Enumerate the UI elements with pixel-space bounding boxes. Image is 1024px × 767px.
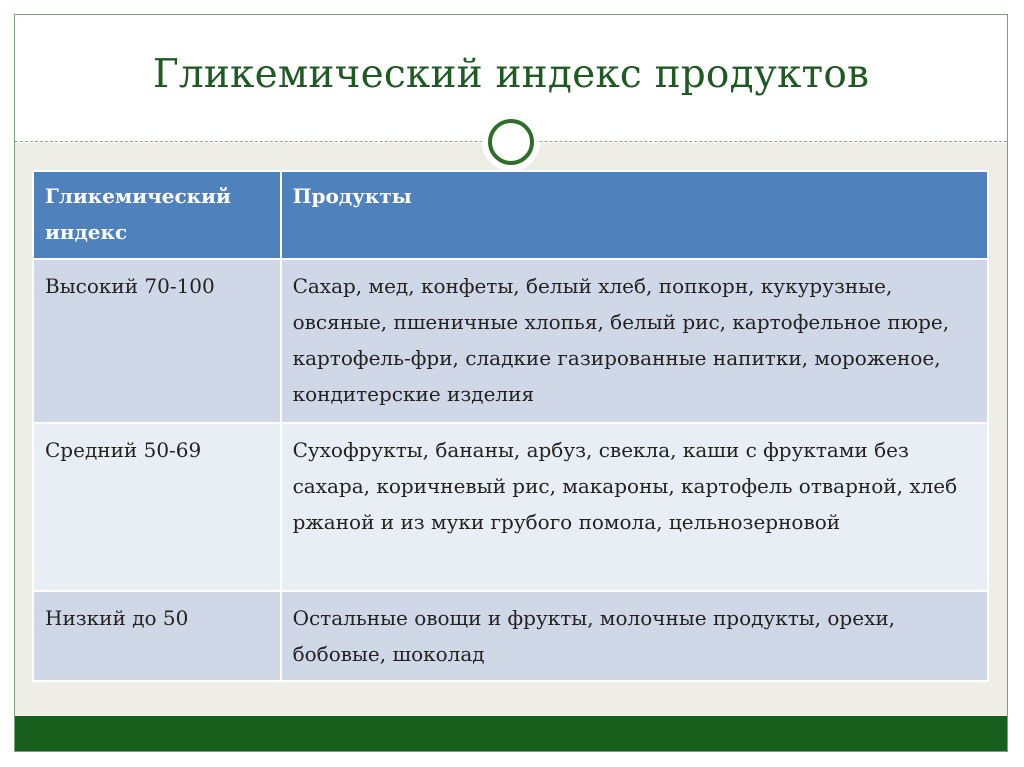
footer-bar xyxy=(15,716,1007,751)
products-cell xyxy=(281,591,988,681)
products-text: Остальные овощи и фрукты, молочные продукты, орехи, бобовые, шоколад xyxy=(292,606,896,666)
table-row xyxy=(33,423,988,591)
header-label-index: Гликемический индекс xyxy=(45,184,231,244)
index-text: Средний 50-69 xyxy=(45,438,202,462)
index-cell xyxy=(33,259,281,423)
table-row xyxy=(33,259,988,423)
products-text: Сахар, мед, конфеты, белый хлеб, попкорн, кукурузные, овсяные, пшеничные хлопья, белый рис, картофельное пюре, картофель-фри, сладкие газированные напитки, мороженое, кондитерские изделия xyxy=(292,274,950,406)
index-cell xyxy=(33,423,281,591)
index-text: Низкий до 50 xyxy=(45,606,189,630)
products-text: Сухофрукты, бананы, арбуз, свекла, каши с фруктами без сахара, коричневый рис, макароны, картофель отварной, хлеб ржаной и из муки грубого помола, цельнозерновой xyxy=(292,438,958,534)
table-row xyxy=(33,591,988,681)
header-cell-products xyxy=(281,171,988,259)
circle-ring-icon xyxy=(488,119,534,165)
slide-title: Гликемический индекс продуктов xyxy=(152,52,870,97)
table-header-row xyxy=(33,171,988,259)
index-text: Высокий 70-100 xyxy=(45,274,215,298)
glycemic-table xyxy=(32,170,989,682)
products-cell xyxy=(281,423,988,591)
header-label-products: Продукты xyxy=(292,184,412,208)
products-cell xyxy=(281,259,988,423)
header-cell-index xyxy=(33,171,281,259)
index-cell xyxy=(33,591,281,681)
